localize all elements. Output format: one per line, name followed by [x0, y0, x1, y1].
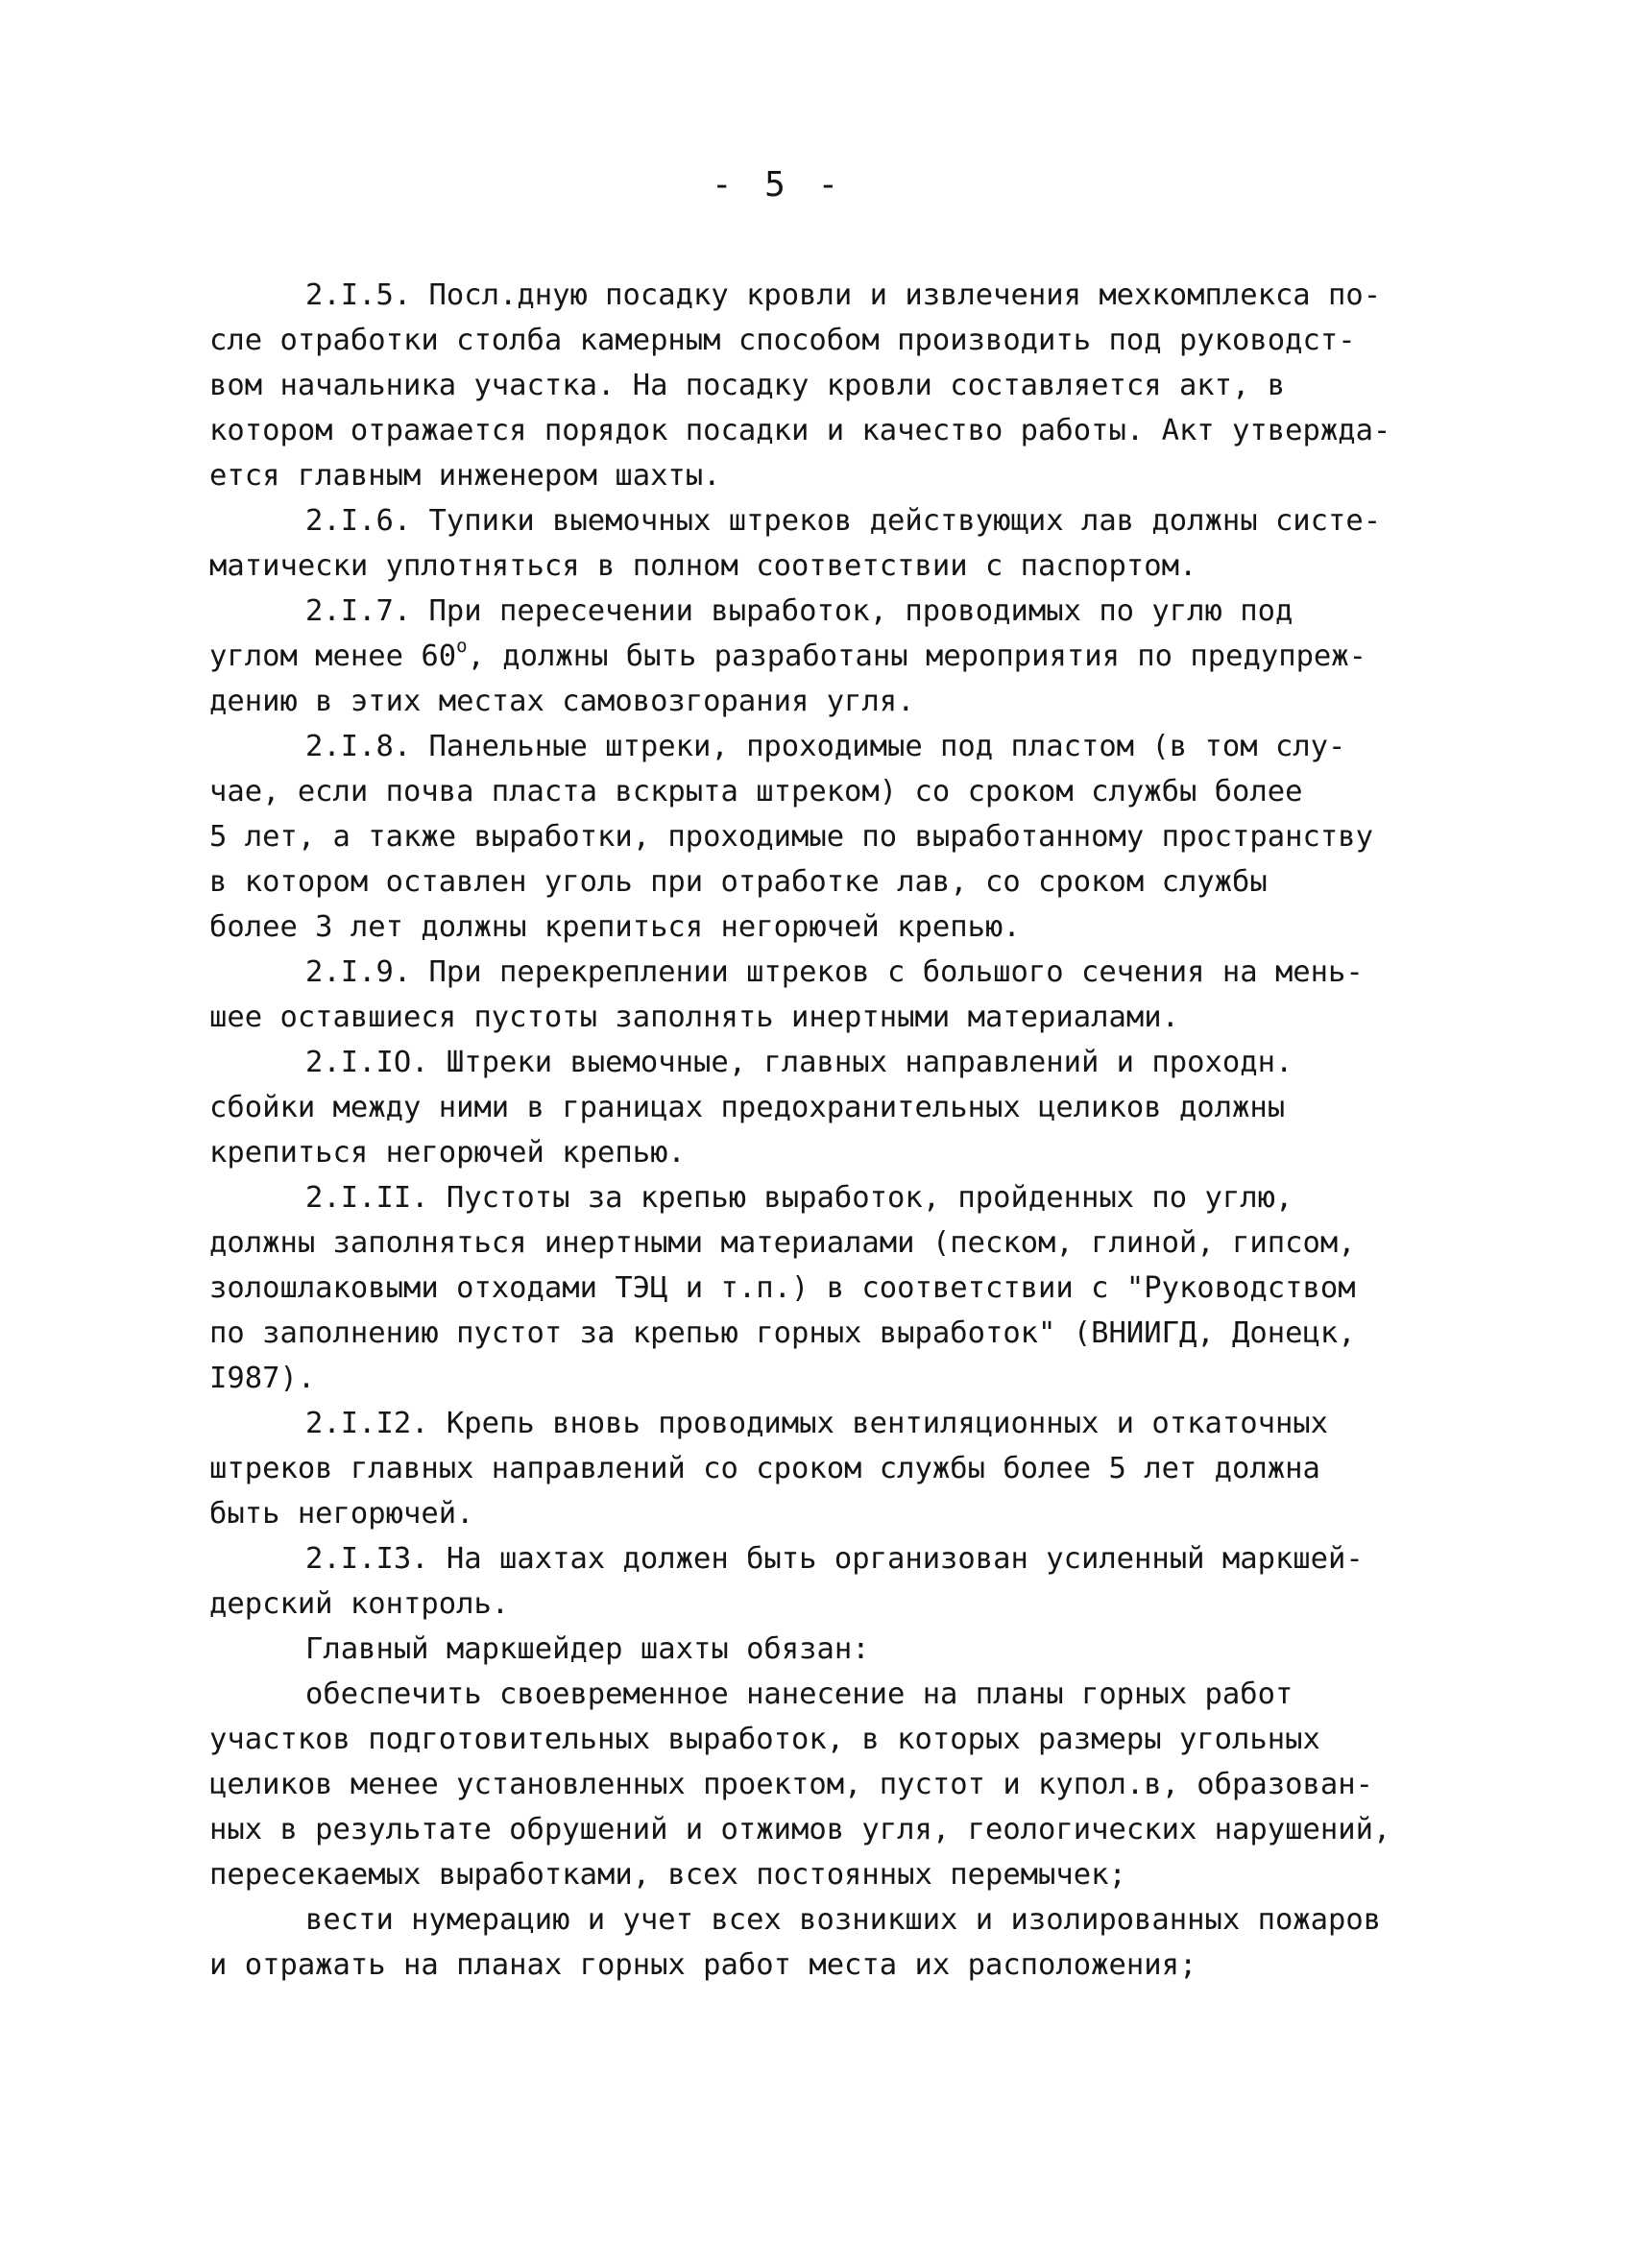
text-line-content: вести нумерацию и учет всех возникших и изолированных пожаров: [305, 1903, 1382, 1937]
text-line-content: чае, если почва пласта вскрыта штреком) со сроком службы более: [209, 775, 1303, 808]
text-line: [209, 1266, 1477, 1311]
text-line-content: углом менее 60: [209, 639, 457, 673]
text-line: [209, 1130, 1477, 1175]
text-line: [209, 1672, 1477, 1717]
text-line: [209, 1446, 1477, 1491]
text-line: [209, 1356, 1477, 1401]
text-line-content: дерский контроль.: [209, 1587, 510, 1621]
text-line-content: в котором оставлен уголь при отработке лав, со сроком службы: [209, 865, 1268, 899]
text-line-content: 2.I.I2. Крепь вновь проводимых вентиляционных и откаточных: [305, 1407, 1329, 1440]
text-line-content: 2.I.II. Пустоты за крепью выработок, пройденных по углю,: [305, 1181, 1293, 1215]
text-line-content: Главный маркшейдер шахты обязан:: [305, 1632, 870, 1666]
text-line: [209, 1717, 1477, 1762]
text-line: [209, 859, 1477, 905]
text-line-content: золошлаковыми отходами ТЭЦ и т.п.) в соответствии с "Руководством: [209, 1271, 1356, 1305]
text-line: [209, 1401, 1477, 1446]
text-line: [209, 1220, 1477, 1266]
text-line-content: 2.I.I3. На шахтах должен быть организован усиленный маркшей-: [305, 1542, 1364, 1576]
text-line: [209, 318, 1477, 363]
text-line-content: штреков главных направлений со сроком службы более 5 лет должна: [209, 1452, 1320, 1485]
text-line-content: участков подготовительных выработок, в которых размеры угольных: [209, 1723, 1320, 1756]
text-line-content: ется главным инженером шахты.: [209, 459, 721, 493]
page-number: - 5 -: [711, 165, 845, 205]
text-line: [209, 1536, 1477, 1581]
degree-superscript: о: [456, 636, 468, 657]
document-body: [209, 273, 1477, 1988]
text-line: [209, 1581, 1477, 1627]
text-line: [209, 408, 1477, 453]
text-line-content: по заполнению пустот за крепью горных выработок" (ВНИИГД, Донецк,: [209, 1316, 1356, 1350]
text-line-content: более 3 лет должны крепиться негорючей крепью.: [209, 910, 1021, 944]
text-line-content: I987).: [209, 1362, 316, 1395]
text-line-content: 2.I.9. При перекреплении штреков с большого сечения на мень-: [305, 955, 1364, 989]
text-line: [209, 453, 1477, 498]
text-line: [209, 1175, 1477, 1220]
text-line: [209, 634, 1477, 679]
text-line: [209, 905, 1477, 950]
text-line-continuation: , должны быть разработаны мероприятия по предупреж-: [467, 639, 1367, 673]
text-line-content: 5 лет, а также выработки, проходимые по выработанному пространству: [209, 820, 1373, 854]
text-line: [209, 1627, 1477, 1672]
text-line: [209, 1807, 1477, 1852]
text-line-content: ных в результате обрушений и отжимов угля, геологических нарушений,: [209, 1813, 1391, 1846]
text-line: [209, 363, 1477, 408]
text-line: [209, 498, 1477, 543]
text-line: [209, 1942, 1477, 1988]
text-line: [209, 724, 1477, 769]
text-line-content: 2.I.6. Тупики выемочных штреков действующих лав должны систе-: [305, 504, 1382, 538]
text-line: [209, 814, 1477, 859]
text-line-content: 2.I.IO. Штреки выемочные, главных направлений и проходн.: [305, 1046, 1293, 1079]
text-line-content: вом начальника участка. На посадку кровли составляется акт, в: [209, 369, 1286, 402]
text-line: [209, 679, 1477, 724]
text-line-content: целиков менее установленных проектом, пустот и купол.в, образован-: [209, 1768, 1373, 1801]
text-line: [209, 995, 1477, 1040]
text-line-content: шее оставшиеся пустоты заполнять инертными материалами.: [209, 1001, 1179, 1034]
text-line: [209, 950, 1477, 995]
text-line-content: 2.I.5. Посл.дную посадку кровли и извлечения мехкомплекса по-: [305, 278, 1382, 312]
text-line: [209, 1040, 1477, 1085]
text-line-content: дению в этих местах самовозгорания угля.: [209, 685, 915, 718]
text-line-content: сбойки между ними в границах предохранительных целиков должны: [209, 1091, 1286, 1124]
text-line: [209, 1311, 1477, 1356]
text-line: [209, 769, 1477, 814]
text-line-content: должны заполняться инертными материалами (песком, глиной, гипсом,: [209, 1226, 1356, 1260]
text-line-content: сле отработки столба камерным способом производить под руководст-: [209, 324, 1356, 357]
text-line: [209, 543, 1477, 589]
text-line-content: крепиться негорючей крепью.: [209, 1136, 686, 1170]
text-line-content: 2.I.7. При пересечении выработок, проводимых по углю под: [305, 594, 1293, 628]
text-line-content: пересекаемых выработками, всех постоянных перемычек;: [209, 1858, 1126, 1892]
text-line: [209, 589, 1477, 634]
text-line: [209, 1085, 1477, 1130]
text-line-content: котором отражается порядок посадки и качество работы. Акт утвержда-: [209, 414, 1391, 447]
text-line: [209, 1852, 1477, 1897]
text-line: [209, 1491, 1477, 1536]
text-line: [209, 273, 1477, 318]
text-line: [209, 1897, 1477, 1942]
text-line-content: и отражать на планах горных работ места их расположения;: [209, 1948, 1197, 1982]
text-line-content: обеспечить своевременное нанесение на планы горных работ: [305, 1677, 1293, 1711]
text-line-content: матически уплотняться в полном соответствии с паспортом.: [209, 549, 1197, 583]
text-line-content: 2.I.8. Панельные штреки, проходимые под пластом (в том слу-: [305, 730, 1346, 763]
text-line: [209, 1762, 1477, 1807]
text-line-content: быть негорючей.: [209, 1497, 474, 1531]
